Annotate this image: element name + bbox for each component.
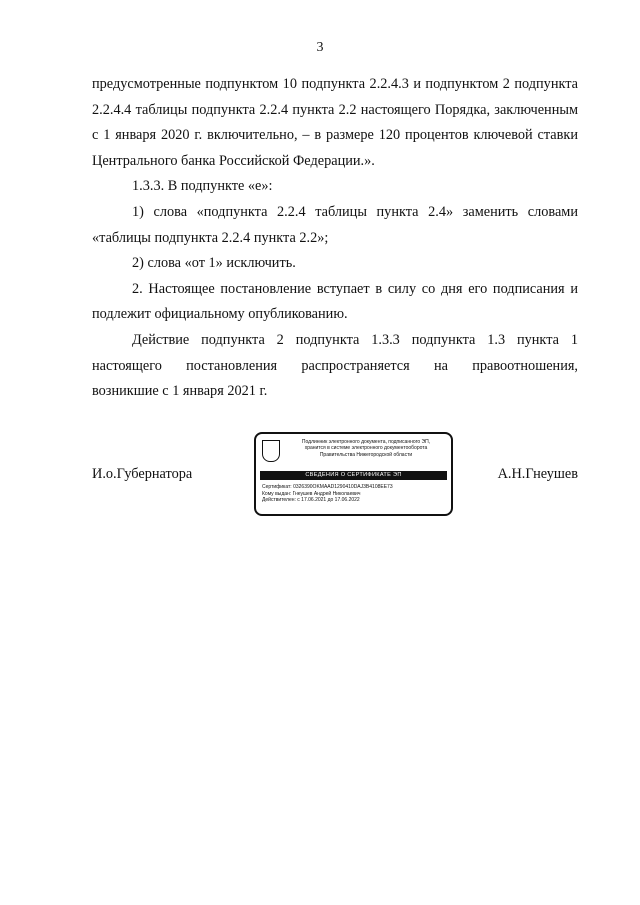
certificate-details: [262, 484, 448, 504]
signatory-name: А.Н.Гнеушев: [497, 466, 578, 482]
page-number: 3: [316, 40, 324, 55]
stamp-notice-line: Подлинник электронного документа, подписанного ЭП,: [301, 439, 431, 445]
stamp-header: СВЕДЕНИЯ О СЕРТИФИКАТЕ ЭП: [260, 471, 447, 480]
signatory-position: И.о.Губернатора: [92, 466, 193, 482]
certificate-number: Сертификат: 0326390OKMAAD1290410DAJ3B4108EE73: [262, 484, 393, 490]
document-body: [92, 72, 578, 405]
coat-of-arms-icon: [262, 440, 280, 462]
stamp-notice: [282, 439, 450, 458]
e-signature-stamp: [254, 432, 453, 516]
paragraph-item-1-3-3: 1.3.3. В подпункте «е»:: [132, 178, 273, 195]
paragraph-effect-line-1: Действие подпункта 2 подпункта 1.3.3 подпункта 1.3 пункта 1 настоящего постановления распространяется на правоотношения,: [92, 331, 578, 374]
certificate-validity: Действителен: с 17.06.2021 до 17.06.2022: [262, 497, 360, 504]
paragraph-item-2: 2. Настоящее постановление вступает в силу со дня его подписания и подлежит официальному опубликованию.: [92, 280, 578, 323]
paragraph-subitem-2: 2) слова «от 1» исключить.: [132, 255, 296, 272]
stamp-notice-line: хранится в системе электронного документооборота: [304, 445, 428, 452]
stamp-notice-line: Правительства Нижегородской области: [319, 451, 413, 458]
paragraph-subitem-1: 1) слова «подпункта 2.2.4 таблицы пункта 2.4» заменить словами «таблицы подпункта 2.2.4 пункта 2.2»;: [92, 203, 578, 246]
paragraph-continuation: предусмотренные подпунктом 10 подпункта 2.2.4.3 и подпунктом 2 подпункта 2.2.4.4 таблицы подпункта 2.2.4 пункта 2.2 настоящего Порядка, заключенным с 1 января 2020 г. включительно, – в размере 120 процентов ключевой ставки Центрального банка Российской Федерации.».: [92, 76, 578, 169]
certificate-owner: Кому выдан: Гнеушев Андрей Николаевич: [262, 490, 361, 497]
paragraph-effect-line-2: возникшие с 1 января 2021 г.: [92, 383, 268, 400]
